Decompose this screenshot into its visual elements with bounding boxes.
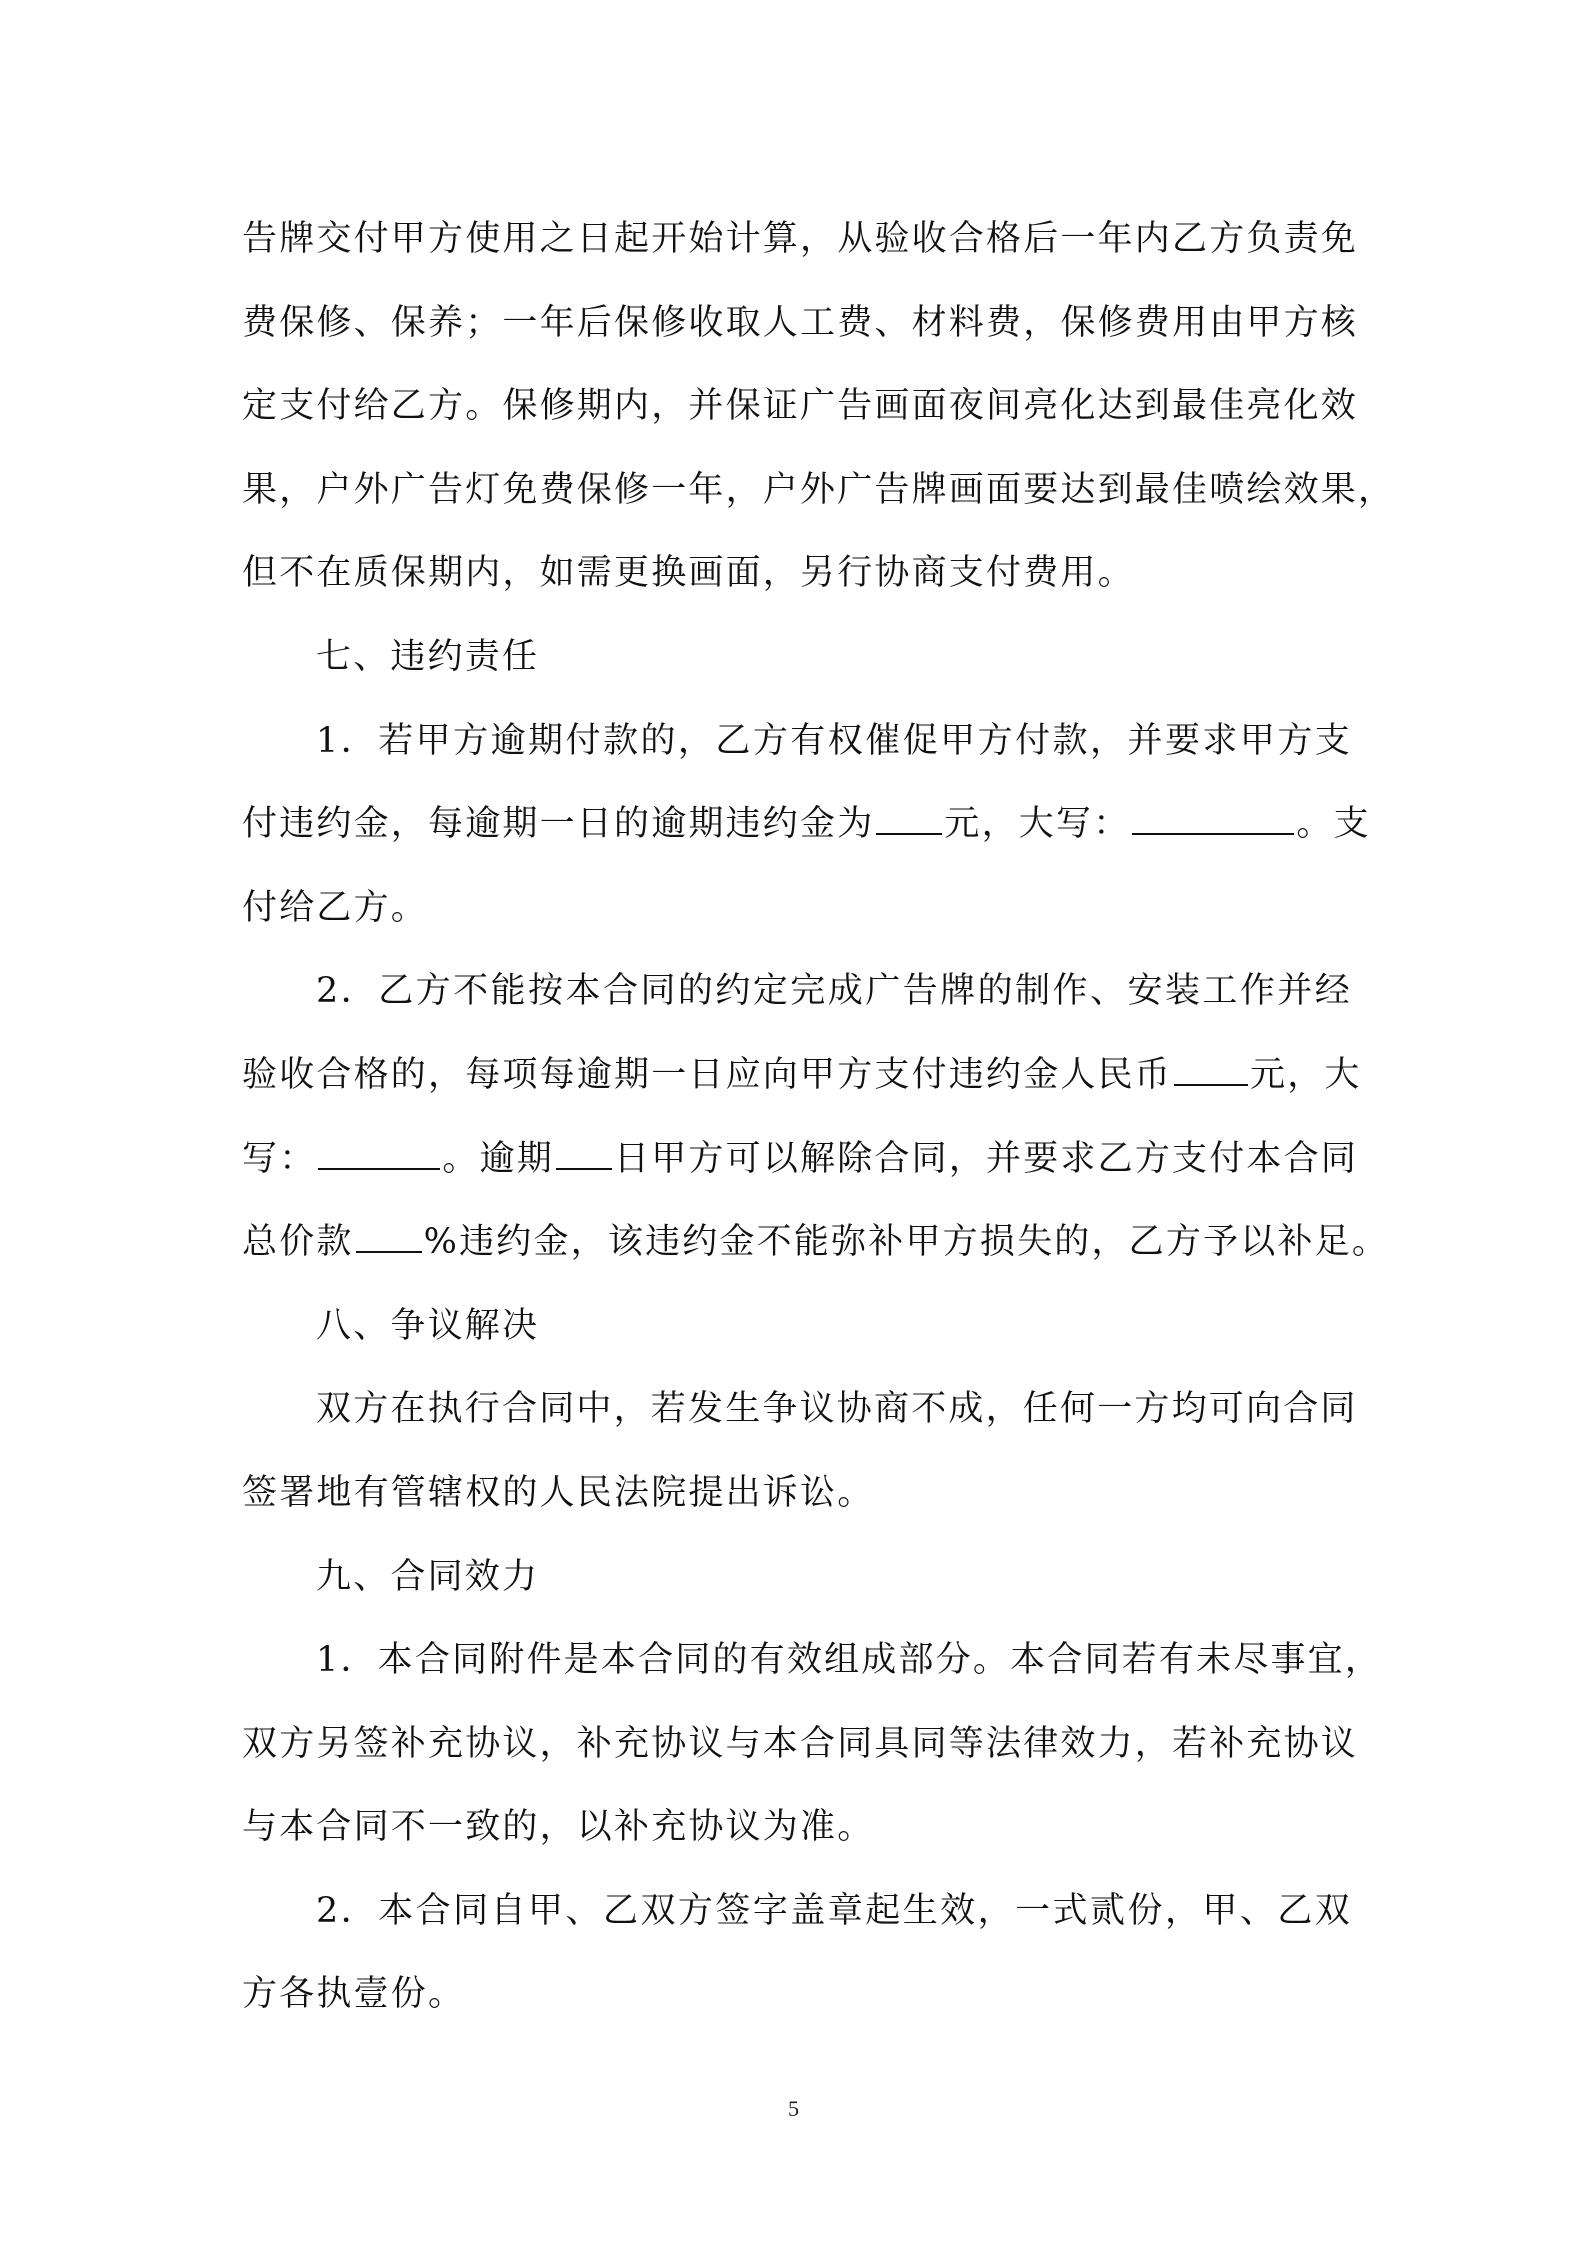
clause-text: 元，大 (1250, 1054, 1362, 1095)
clause-text: 。逾期 (442, 1138, 555, 1179)
page-number: 5 (788, 2096, 799, 2121)
clause-text: %违约金，该违约金不能弥补甲方损失的，乙方予以补足。 (423, 1222, 1390, 1263)
clause-text: 日甲方可以解除合同，并要求乙方支付本合同 (614, 1138, 1359, 1179)
clause-text: 验收合格的，每项每逾期一日应向甲方支付违约金人民币 (242, 1054, 1173, 1095)
clause-text: 写： (242, 1138, 317, 1179)
clause-line: 与本合同不一致的，以补充协议为准。 (242, 1807, 875, 1848)
clause-line-with-blanks (242, 1118, 1359, 1202)
fill-blank (876, 803, 942, 835)
clause-line-with-blanks (242, 1034, 1362, 1118)
clause-line: 双方在执行合同中，若发生争议协商不成，任何一方均可向合同 (316, 1389, 1358, 1430)
clause-line: 2．本合同自甲、乙双方签字盖章起生效，一式贰份，甲、乙双 (316, 1890, 1352, 1931)
section-heading-breach: 七、违约责任 (316, 636, 540, 677)
body-line: 果，户外广告灯免费保修一年，户外广告牌画面要达到最佳喷绘效果， (242, 469, 1396, 510)
clause-line: 2．乙方不能按本合同的约定完成广告牌的制作、安装工作并经 (316, 971, 1352, 1012)
clause-line: 签署地有管辖权的人民法院提出诉讼。 (242, 1472, 875, 1513)
clause-text: 总价款 (242, 1222, 354, 1263)
clause-line: 双方另签补充协议，补充协议与本合同具同等法律效力，若补充协议 (242, 1723, 1359, 1764)
fill-blank (1174, 1054, 1248, 1086)
fill-blank (1132, 803, 1294, 835)
section-heading-dispute: 八、争议解决 (316, 1305, 540, 1346)
contract-body (242, 198, 1396, 2037)
clause-line-with-blanks (242, 783, 1371, 867)
clause-text: 付违约金，每逾期一日的逾期违约金为 (242, 804, 875, 845)
section-heading-validity: 九、合同效力 (316, 1556, 540, 1597)
clause-text: 元，大写： (944, 804, 1131, 845)
clause-line-with-blanks (242, 1201, 1390, 1285)
clause-line: 方各执壹份。 (242, 1974, 466, 2015)
body-line: 但不在质保期内，如需更换画面，另行协商支付费用。 (242, 553, 1135, 594)
clause-text: 。支 (1296, 804, 1371, 845)
clause-line: 付给乙方。 (242, 887, 429, 928)
fill-blank (356, 1221, 422, 1253)
body-line: 费保修、保养；一年后保修收取人工费、材料费，保修费用由甲方核 (242, 302, 1359, 343)
clause-line: 1．本合同附件是本合同的有效组成部分。本合同若有未尽事宜， (316, 1640, 1383, 1681)
fill-blank (556, 1138, 612, 1170)
body-line: 告牌交付甲方使用之日起开始计算，从验收合格后一年内乙方负责免 (242, 219, 1359, 259)
body-line: 定支付给乙方。保修期内，并保证广告画面夜间亮化达到最佳亮化效 (242, 386, 1359, 427)
clause-line: 1．若甲方逾期付款的，乙方有权催促甲方付款，并要求甲方支 (316, 720, 1352, 761)
fill-blank (318, 1138, 440, 1170)
